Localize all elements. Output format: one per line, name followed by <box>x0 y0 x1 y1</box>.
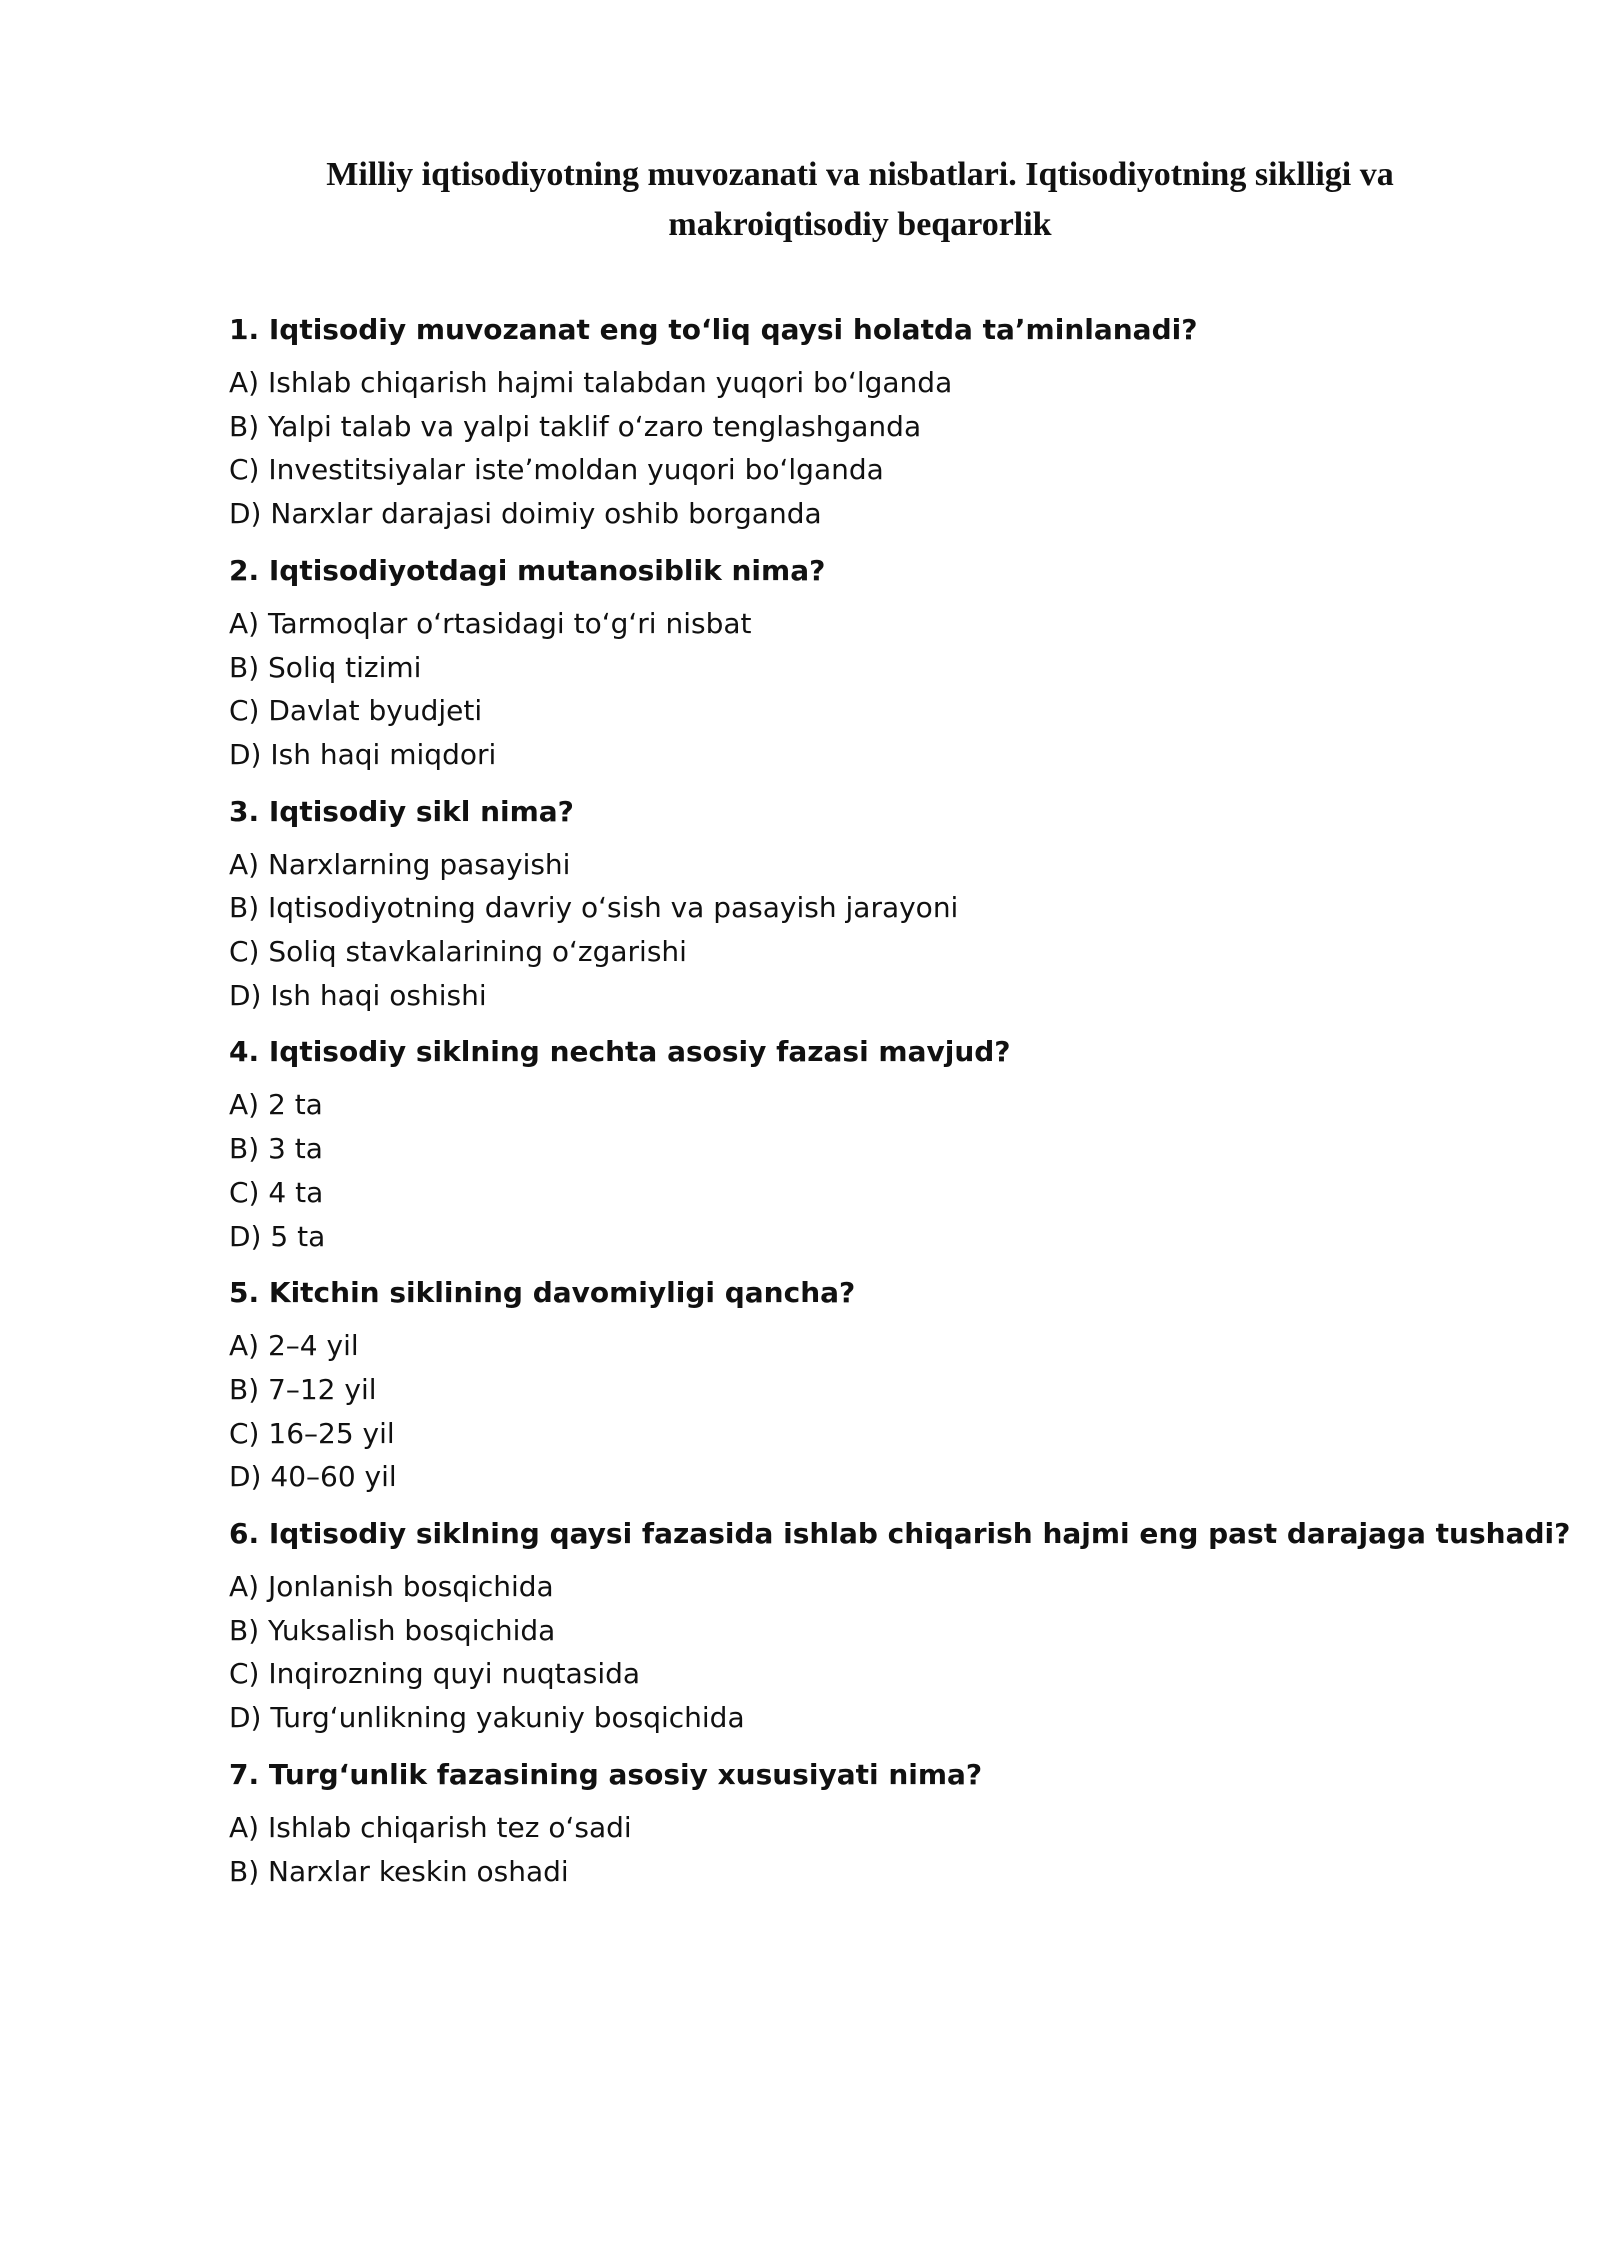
option-c: C) Inqirozning quyi nuqtasida <box>229 1657 641 1691</box>
option-d: D) 40–60 yil <box>229 1460 397 1494</box>
document-title: Milliy iqtisodiyotning muvozanati va nisbatlari. Iqtisodiyotning siklligi va makroiqtisodiy beqarorlik <box>326 156 1394 243</box>
option-list <box>229 361 1529 536</box>
question-7 <box>229 1753 1529 1893</box>
question-text: 2. Iqtisodiyotdagi mutanosiblik nima? <box>229 553 826 587</box>
option-d: D) Turgʻunlikning yakuniy bosqichida <box>229 1701 745 1735</box>
option-d: D) 5 ta <box>229 1219 326 1253</box>
option-a: A) Jonlanish bosqichida <box>229 1570 554 1604</box>
option-a: A) Narxlarning pasayishi <box>229 847 571 881</box>
option-a: A) Ishlab chiqarish hajmi talabdan yuqori boʻlganda <box>229 366 953 399</box>
option-c: C) Investitsiyalar isteʼmoldan yuqori boʻlganda <box>229 453 884 487</box>
option-b: B) Soliq tizimi <box>229 650 422 684</box>
option-a: A) 2 ta <box>229 1088 323 1122</box>
question-1 <box>229 308 1529 536</box>
option-b: B) 3 ta <box>229 1132 323 1166</box>
question-6 <box>229 1512 1571 1740</box>
option-a: A) Tarmoqlar oʻrtasidagi toʻgʻri nisbat <box>229 606 752 640</box>
question-2 <box>229 549 1529 777</box>
option-d: D) Ish haqi miqdori <box>229 737 497 771</box>
option-c: C) 4 ta <box>229 1175 324 1209</box>
option-list <box>229 1806 1529 1893</box>
option-list <box>229 602 1529 777</box>
question-4 <box>229 1030 1529 1258</box>
option-b: B) Narxlar keskin oshadi <box>229 1854 569 1888</box>
option-b: B) Iqtisodiyotning davriy oʻsish va pasayish jarayoni <box>229 891 959 925</box>
option-b: B) 7–12 yil <box>229 1372 377 1406</box>
option-a: A) 2–4 yil <box>229 1329 359 1363</box>
question-text: 1. Iqtisodiy muvozanat eng toʻliq qaysi holatda taʼminlanadi? <box>229 313 1198 346</box>
option-list <box>229 1324 1529 1499</box>
question-text: 7. Turgʻunlik fazasining asosiy xususiyati nima? <box>229 1757 983 1791</box>
option-d: D) Narxlar darajasi doimiy oshib borganda <box>229 497 822 531</box>
option-d: D) Ish haqi oshishi <box>229 978 487 1012</box>
question-list <box>229 308 1571 1906</box>
question-text: 6. Iqtisodiy siklning qaysi fazasida ishlab chiqarish hajmi eng past darajaga tushadi? <box>229 1517 1571 1551</box>
option-list <box>229 1565 1529 1740</box>
question-text: 5. Kitchin siklining davomiyligi qancha? <box>229 1276 856 1310</box>
option-c: C) Davlat byudjeti <box>229 694 483 728</box>
question-text: 4. Iqtisodiy siklning nechta asosiy fazasi mavjud? <box>229 1035 1011 1069</box>
option-c: C) Soliq stavkalarining oʻzgarishi <box>229 935 687 969</box>
option-b: B) Yuksalish bosqichida <box>229 1613 556 1647</box>
option-list <box>229 1083 1529 1258</box>
option-a: A) Ishlab chiqarish tez oʻsadi <box>229 1810 632 1844</box>
option-list <box>229 843 1529 1018</box>
option-c: C) 16–25 yil <box>229 1416 395 1450</box>
question-text: 3. Iqtisodiy sikl nima? <box>229 794 574 828</box>
question-5 <box>229 1271 1529 1499</box>
option-b: B) Yalpi talab va yalpi taklif oʻzaro tenglashganda <box>229 409 922 443</box>
question-3 <box>229 790 1529 1018</box>
